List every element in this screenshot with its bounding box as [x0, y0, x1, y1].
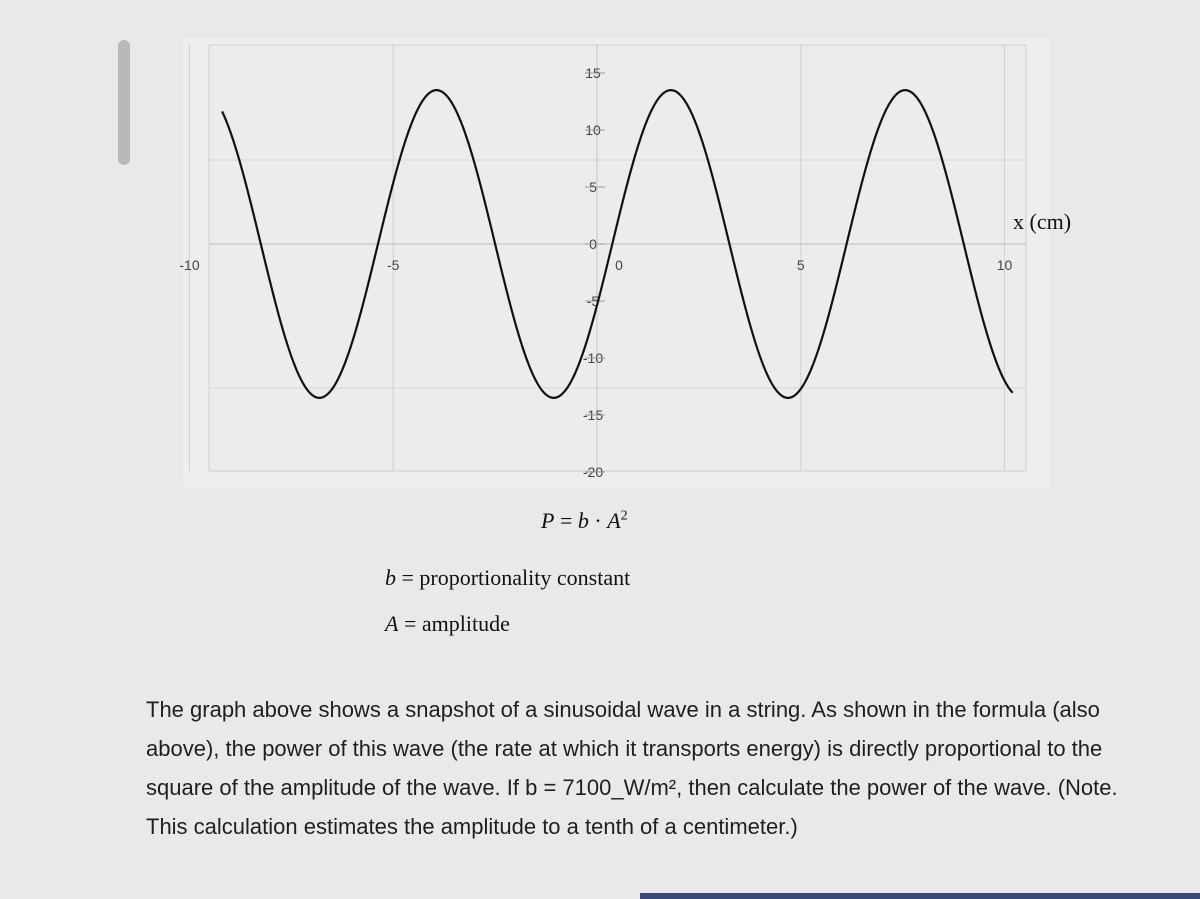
question-text: The graph above shows a snapshot of a sinusoidal wave in a string. As shown in the formula (also above), the power of this wave (the rate at which it transports energy) is directly proportional to the square of the amplitude of the wave. If b = 7100_W/m², then calculate the power of the wave. (Note. This calculation estimates the amplitude to a tenth of a centimeter.) — [146, 697, 1118, 839]
y-tick-label: 10 — [585, 122, 601, 138]
x-tick-label: 10 — [996, 257, 1013, 273]
x-tick-label: 5 — [796, 257, 805, 273]
y-tick-label: -15 — [582, 407, 604, 423]
y-tick-label: 0 — [589, 236, 597, 252]
definition-a: A = amplitude — [385, 611, 510, 636]
y-tick-label: -20 — [582, 464, 604, 480]
y-tick-label: 15 — [585, 65, 601, 81]
y-tick-label: 5 — [589, 179, 597, 195]
definition-b: b = proportionality constant — [385, 565, 631, 590]
bottom-edge — [640, 893, 1200, 899]
power-formula: $P = b \cdot A^2$ — [541, 508, 628, 533]
x-tick-label: -10 — [179, 257, 200, 273]
x-axis-label: x (cm) — [1013, 209, 1072, 234]
x-tick-label: -5 — [387, 257, 400, 273]
y-tick-label: -10 — [582, 350, 604, 366]
y-tick-label: -5 — [586, 293, 600, 309]
x-tick-label: 0 — [615, 257, 623, 273]
